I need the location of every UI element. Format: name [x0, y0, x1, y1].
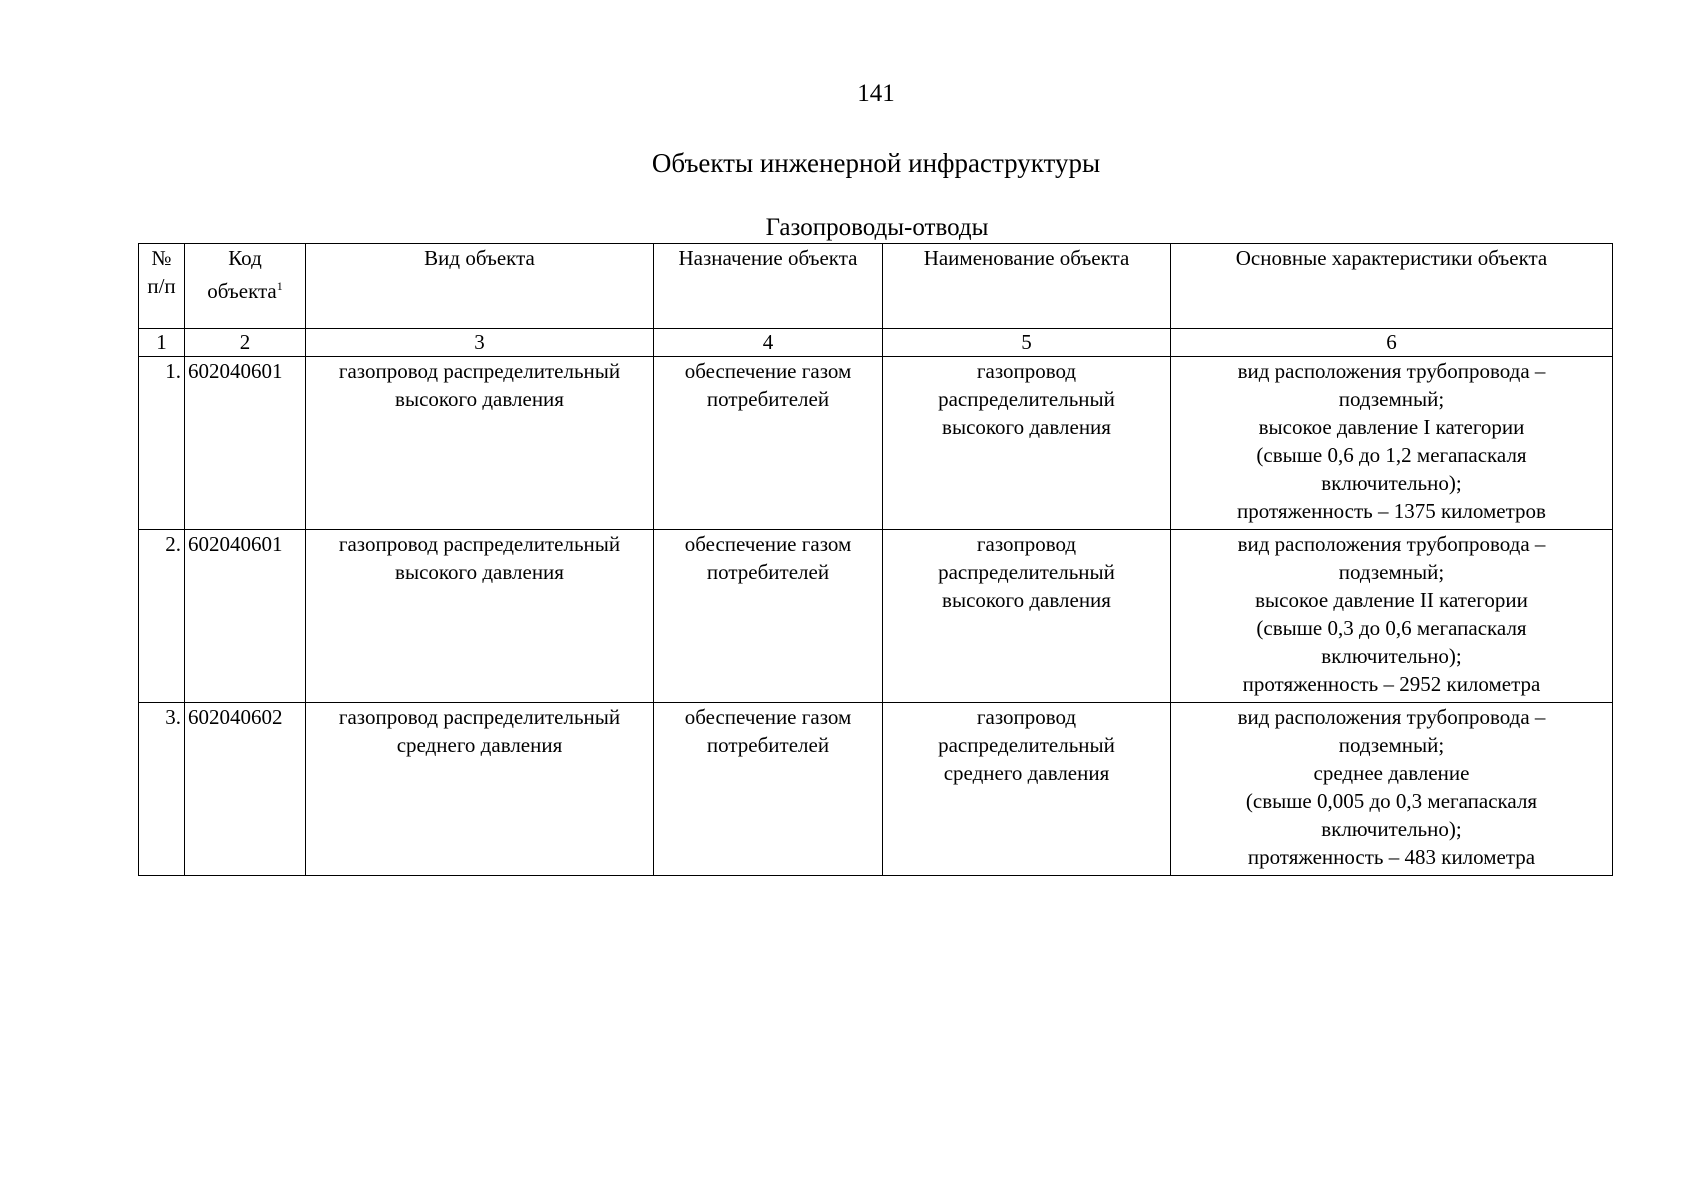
- text-line: (свыше 0,6 до 1,2 мегапаскаля: [1256, 443, 1527, 467]
- column-number: 1: [139, 329, 185, 357]
- objects-table: [138, 243, 1613, 876]
- text-line: газопровод: [976, 705, 1077, 729]
- header-code-line1: Код: [228, 246, 262, 270]
- header-num-line2: п/п: [147, 274, 176, 298]
- object-code: 602040601: [185, 357, 306, 530]
- object-code: 602040602: [185, 703, 306, 876]
- text-line: протяженность – 1375 километров: [1237, 499, 1546, 523]
- object-type: [306, 530, 654, 703]
- text-line: включительно);: [1321, 644, 1462, 668]
- header-code-line2: [188, 272, 302, 305]
- text-line: протяженность – 2952 километра: [1242, 672, 1541, 696]
- text-line: газопровод распределительный: [338, 705, 621, 729]
- text-line: потребителей: [706, 387, 830, 411]
- row-number: 2.: [139, 530, 185, 703]
- text-line: газопровод распределительный: [338, 532, 621, 556]
- header-type: Вид объекта: [306, 244, 654, 329]
- table-row: [139, 703, 1613, 876]
- text-line: включительно);: [1321, 471, 1462, 495]
- text-line: распределительный: [938, 733, 1115, 757]
- text-line: среднего давления: [396, 733, 563, 757]
- object-name: [883, 703, 1171, 876]
- text-line: газопровод: [976, 359, 1077, 383]
- text-line: подземный;: [1338, 733, 1445, 757]
- text-line: обеспечение газом: [684, 705, 852, 729]
- text-line: высокого давления: [942, 415, 1111, 439]
- header-purpose: Назначение объекта: [654, 244, 883, 329]
- text-line: (свыше 0,005 до 0,3 мегапаскаля: [1245, 789, 1538, 813]
- column-number: 2: [185, 329, 306, 357]
- object-purpose: [654, 530, 883, 703]
- text-line: газопровод: [976, 532, 1077, 556]
- text-line: высокое давление II категории: [1255, 588, 1528, 612]
- text-line: среднее давление: [1313, 761, 1470, 785]
- text-line: высокого давления: [395, 387, 564, 411]
- text-line: потребителей: [706, 560, 830, 584]
- header-name: Наименование объекта: [883, 244, 1171, 329]
- object-code: 602040601: [185, 530, 306, 703]
- table-title: Газопроводы-отводы: [765, 214, 989, 241]
- text-line: вид расположения трубопровода –: [1237, 359, 1546, 383]
- header-num-line1: №: [151, 246, 172, 270]
- footnote-marker: 1: [276, 279, 283, 293]
- header-characteristics: Основные характеристики объекта: [1171, 244, 1613, 329]
- column-number: 5: [883, 329, 1171, 357]
- text-line: подземный;: [1338, 387, 1445, 411]
- header-num: [139, 244, 185, 329]
- column-number: 3: [306, 329, 654, 357]
- page-number: 141: [857, 80, 895, 107]
- text-line: высокого давления: [942, 588, 1111, 612]
- text-line: обеспечение газом: [684, 359, 852, 383]
- text-line: газопровод распределительный: [338, 359, 621, 383]
- text-line: среднего давления: [943, 761, 1110, 785]
- object-type: [306, 703, 654, 876]
- text-line: вид расположения трубопровода –: [1237, 705, 1546, 729]
- header-code: [185, 244, 306, 329]
- section-title: Объекты инженерной инфраструктуры: [651, 148, 1101, 178]
- object-purpose: [654, 357, 883, 530]
- object-purpose: [654, 703, 883, 876]
- header-code-text: объекта: [207, 279, 277, 303]
- object-characteristics: [1171, 357, 1613, 530]
- text-line: высокое давление I категории: [1258, 415, 1525, 439]
- text-line: обеспечение газом: [684, 532, 852, 556]
- column-numbers-row: [139, 329, 1613, 357]
- object-characteristics: [1171, 703, 1613, 876]
- object-name: [883, 530, 1171, 703]
- text-line: (свыше 0,3 до 0,6 мегапаскаля: [1256, 616, 1527, 640]
- column-number: 4: [654, 329, 883, 357]
- text-line: распределительный: [938, 560, 1115, 584]
- text-line: распределительный: [938, 387, 1115, 411]
- row-number: 1.: [139, 357, 185, 530]
- text-line: протяженность – 483 километра: [1247, 845, 1536, 869]
- text-line: подземный;: [1338, 560, 1445, 584]
- column-number: 6: [1171, 329, 1613, 357]
- text-line: высокого давления: [395, 560, 564, 584]
- object-name: [883, 357, 1171, 530]
- object-type: [306, 357, 654, 530]
- text-line: вид расположения трубопровода –: [1237, 532, 1546, 556]
- object-characteristics: [1171, 530, 1613, 703]
- row-number: 3.: [139, 703, 185, 876]
- text-line: включительно);: [1321, 817, 1462, 841]
- table-row: [139, 357, 1613, 530]
- table-header-row: [139, 244, 1613, 329]
- text-line: потребителей: [706, 733, 830, 757]
- table-row: [139, 530, 1613, 703]
